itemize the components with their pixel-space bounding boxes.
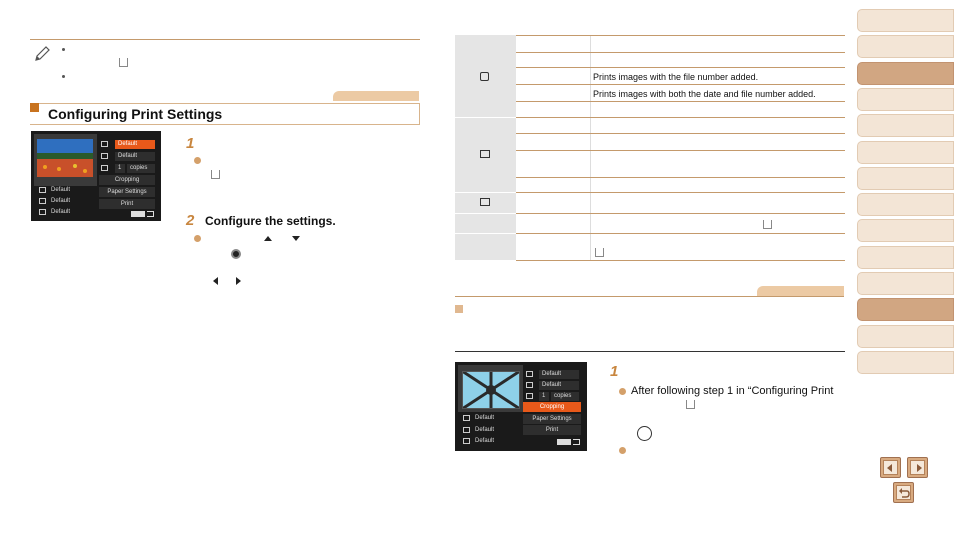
info-line-1: Default: [51, 187, 71, 193]
menu-copies-label: copies: [127, 164, 155, 173]
menu-cropping: Cropping: [99, 175, 155, 185]
crop-info-line-2: Default: [475, 427, 495, 433]
book-icon: [686, 400, 695, 409]
crop-menu-cropping: Cropping: [523, 402, 581, 412]
landscape-photo: [37, 139, 93, 177]
copies-icon: [480, 198, 490, 206]
menu-file-no-value: Default: [115, 152, 155, 161]
previous-page-button[interactable]: [880, 457, 901, 478]
note-bullet: [62, 75, 65, 78]
table-cell-file-no: Prints images with the file number added.: [593, 72, 759, 82]
crop-menu-print: Print: [523, 425, 581, 435]
subsection-rule: [455, 351, 845, 352]
book-icon: [595, 248, 604, 257]
sidebar-tab[interactable]: [857, 114, 954, 137]
left-arrow-icon: [887, 464, 892, 472]
sidebar-tab[interactable]: [857, 88, 954, 111]
section-title: Configuring Print Settings: [48, 106, 223, 122]
sidebar-tab[interactable]: [857, 167, 954, 190]
sidebar-tab[interactable]: [857, 351, 954, 374]
step-bullet: [194, 157, 201, 164]
sidebar-tab[interactable]: [857, 62, 954, 85]
sidebar-tab[interactable]: [857, 141, 954, 164]
down-arrow-icon: [292, 236, 300, 241]
crop-menu-copies-num: 1: [539, 392, 549, 401]
step-bullet: [619, 388, 626, 395]
control-dial-icon: [231, 249, 241, 259]
section-marker: [30, 103, 39, 112]
image-print-icon: [480, 150, 490, 158]
func-set-button-icon: [637, 426, 652, 441]
sidebar-tab[interactable]: [857, 35, 954, 58]
section-rule: [455, 296, 844, 297]
crop-menu-copies-label: copies: [551, 392, 579, 401]
tag-strip: [333, 91, 419, 101]
note-divider: [30, 39, 420, 40]
step-2-number: 2: [186, 212, 195, 229]
menu-copies-num: 1: [115, 164, 125, 173]
pencil-icon: [33, 45, 51, 63]
next-page-button[interactable]: [907, 457, 928, 478]
back-icon: [147, 211, 154, 217]
info-line-2: Default: [51, 198, 71, 204]
crop-info-line-1: Default: [475, 415, 495, 421]
step-2-title: Configure the settings.: [205, 214, 336, 228]
right-arrow-icon: [236, 277, 241, 285]
book-icon: [763, 220, 772, 229]
sidebar-tab[interactable]: [857, 9, 954, 32]
subsection-marker: [455, 305, 463, 313]
return-button[interactable]: [893, 482, 914, 503]
menu-icon: [131, 211, 145, 217]
book-icon: [119, 58, 128, 67]
menu-date-value: Default: [115, 140, 155, 149]
step-1-number: 1: [186, 135, 195, 152]
sidebar-tab[interactable]: [857, 325, 954, 348]
step-bullet: [194, 235, 201, 242]
sidebar-tab[interactable]: [857, 298, 954, 321]
crop-menu-date: Default: [539, 370, 579, 379]
note-bullet: [62, 48, 65, 51]
sidebar-tab[interactable]: [857, 246, 954, 269]
back-icon: [573, 439, 580, 445]
building-photo: [462, 371, 520, 409]
table-cell-both: Prints images with both the date and file number added.: [593, 89, 816, 99]
camera-screen-cropping: [455, 362, 587, 451]
step-bullet: [619, 447, 626, 454]
crop-menu-paper-settings: Paper Settings: [523, 414, 581, 424]
menu-paper-settings: Paper Settings: [99, 187, 155, 197]
menu-print: Print: [99, 199, 155, 209]
right-arrow-icon: [917, 464, 922, 472]
sidebar-tab[interactable]: [857, 193, 954, 216]
sidebar-tab[interactable]: [857, 272, 954, 295]
left-arrow-icon: [213, 277, 218, 285]
crop-step-1-text: After following step 1 in “Configuring Print: [631, 385, 834, 397]
sidebar-tab[interactable]: [857, 219, 954, 242]
up-arrow-icon: [264, 236, 272, 241]
date-print-icon: [480, 72, 489, 81]
info-line-3: Default: [51, 209, 71, 215]
camera-screen: [31, 131, 161, 221]
book-icon: [211, 170, 220, 179]
crop-menu-file-no: Default: [539, 381, 579, 390]
menu-icon: [557, 439, 571, 445]
crop-info-line-3: Default: [475, 438, 495, 444]
return-icon: [898, 487, 910, 499]
crop-step-1-number: 1: [610, 363, 619, 380]
tag-strip: [757, 286, 844, 296]
